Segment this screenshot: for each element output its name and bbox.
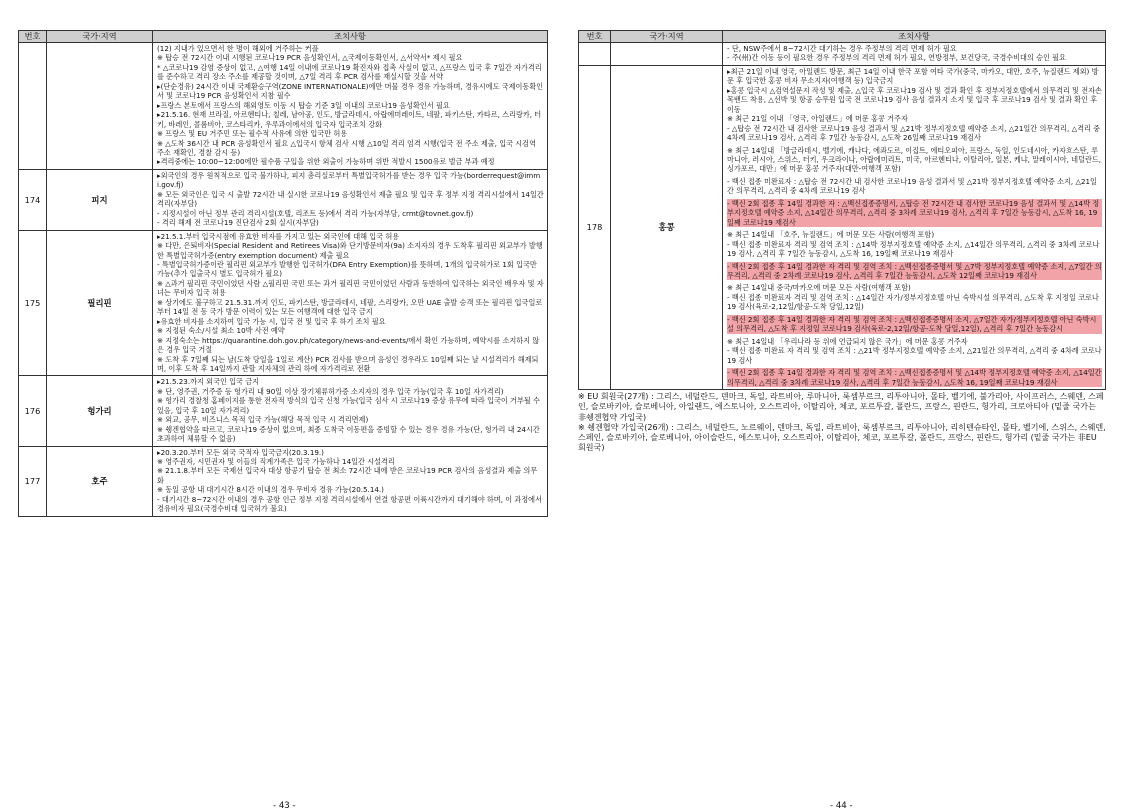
row-number: 174	[19, 169, 47, 230]
header-number: 번호	[579, 31, 611, 43]
measure-line: - 백신 접종 미완료자 : △탑승 전 72시간 내 검사한 코로나19 음성 결과서 및 △21박 정부지정호텔 예약증 소지, △21일간 의무격리, △격리 중 4차례 코로나19 검사	[727, 176, 1097, 196]
measure-line: - 백신 접종 미완료자 격리 및 검역 조치 : △14박 정부지정호텔 예약증 소지, △14일간 의무격리, △격리 중 3차례 코로나19 검사, △격리 후 7일간 능동감시, △도착 16, 19일째 코로나19 재검사	[727, 239, 1100, 259]
measure-line: ※ 영주권자, 시민권자 및 이들의 직계가족은 입국 가능하나 14일간 시설격리	[157, 457, 395, 467]
table-row	[19, 446, 548, 516]
measure-line: ※ 상기에도 불구하고 21.5.31.까지 인도, 파키스탄, 방글라데시, 네팔, 스리랑카, 오만 UAE 출발 승객 또는 필리핀 입국일로부터 14일 전 동 국가 방문 이력이 있는 모든 여행객에 대한 입국 금지	[157, 297, 543, 317]
measure-line: ※ 탑승 전 72시간 이내 시행된 코로나19 PCR 음성확인서, △국제이동확인서, △서약서* 제시 필요	[157, 53, 463, 63]
right-measures-table	[578, 30, 1106, 390]
measure-line: ※ 단, 영주권, 거주증 등 헝가리 내 90일 이상 장기체류허가증 소지자의 경우 입국 가능(입국 후 10일 자가격리)	[157, 386, 504, 396]
measure-line: - 격리 해제 전 코로나19 진단검사 2회 실시(자부담)	[157, 218, 319, 228]
row-measures	[723, 43, 1106, 66]
table-row	[579, 43, 1106, 66]
measure-line: ▸홍콩 입국시 △검역설문지 작성 및 제출, △입국 후 코로나19 검사 및 결과 확인 후 정부지정호텔에서 의무격리 및 전자손목밴드 착용, △선박 및 항공 승무원 입국 전 코로나19 검사 음성 결과지 소지 및 입국 후 코로나19 검사 및 결과 확인 후 이동	[727, 85, 1102, 114]
measure-line: - 지정시설이 아닌 정부 관리 격리시설(호텔, 리조트 등)에서 격리 가능(자부담, crmt@tovnet.gov.fj)	[157, 208, 474, 218]
measure-line: ※ 동일 공항 내 대기시간 8시간 이내의 경우 무비자 경유 가능(20.5.14.)	[157, 485, 384, 495]
header-number: 번호	[19, 31, 47, 43]
left-page	[18, 30, 548, 811]
header-country: 국가·지역	[47, 31, 153, 43]
highlighted-measure-line: - 백신 2회 접종 후 14일 경과한 자 : △백신접종증명서, △탑승 전 72시간 내 검사한 코로나19 음성 결과서 및 △14박 정부지정호텔 예약증 소지, △14일간 의무격리, △격리 중 3차례 코로나19 검사, △격리 후 7일간 능동감시, △도착 16, 19일째 코로나19 재검사	[727, 199, 1102, 227]
table-row	[19, 230, 548, 376]
measure-line: ※ 다만, 은퇴비자(Special Resident and Retirees Visa)와 단기방문비자(9a) 소지자의 경우 도착후 필리핀 외교부가 발행한 특별입국허가증(entry exemption document) 제출 필요	[157, 241, 543, 260]
right-page	[578, 30, 1106, 811]
measure-line: ※ 최근 21일 이내 「영국, 아일랜드」에 머문 홍콩 거주자	[727, 114, 908, 124]
page-number-left: - 43 -	[273, 801, 296, 811]
table-row	[19, 376, 548, 446]
measure-line: ▸프랑스 본토에서 프랑스의 해외영토 이동 시 탑승 기준 3일 이내의 코로나19 음성확인서 필요	[157, 100, 450, 110]
measure-line: ▸20.3.20.부터 모든 외국 국적자 입국금지(20.3.19.)	[157, 447, 324, 457]
measure-line: * △코로나19 감염 증상이 없고, △여행 14일 이내에 코로나19 확진자와 접촉 사실이 없고, △프랑스 입국 후 7일간 자가격리를 준수하고 격리 장소 주소를 제공할 것이며, △7일 격리 후 PCR 검사를 재실시할 것을 서약	[157, 62, 542, 82]
measure-line: ※ 지정된 숙소/시설 최소 10박 사전 예약	[157, 326, 285, 336]
row-country	[47, 43, 153, 170]
row-measures	[153, 230, 548, 376]
measure-line: ※ 프랑스 및 EU 거주민 또는 필수적 사유에 의한 입국만 허용	[157, 129, 348, 139]
row-number: 175	[19, 230, 47, 376]
row-measures	[153, 446, 548, 516]
measure-line: - 대기시간 8~72시간 이내의 경우 공항 인근 정부 지정 격리시설에서 연결 항공편 이륙시간까지 대기해야 하며, 이 과정에서 경유비자 필요(국경수비대 입국허가 불요)	[157, 494, 542, 514]
row-number: 178	[579, 65, 611, 389]
measure-line: ▸(단순경유) 24시간 이내 국제환승구역(ZONE INTERNATIONALE)에만 머물 경우 경유 가능하며, 경유시에도 국제이동확인서 및 코로나19 PCR 음성확인서 지참 필수	[157, 81, 544, 101]
measure-line: - 단, NSW주에서 8~72시간 대기하는 경우 주정부의 격리 면제 허가 필요	[727, 44, 957, 53]
measure-line: ※ △도착 36시간 내 PCR 음성확인서 필요 △입국시 항체 검사 시행 △10일 격리 엄격 시행(입국 전 주소 제출, 입국 시검역 주소 재확인, 경찰 감시 등)	[157, 138, 536, 157]
header-country: 국가·지역	[611, 31, 723, 43]
header-measures: 조치사항	[153, 31, 548, 43]
measure-line: ▸격리중에는 10:00~12:00에만 필수품 구입을 위한 외출이 가능하며 위반 적발시 1500유로 벌금 부과 예정	[157, 157, 495, 167]
measure-line: ※ 쉥겐협약을 따르고, 코로나19 증상이 없으며, 최종 도착국 이동편을 증빙할 수 있는 경우 경유 가능(단, 헝가리 내 24시간 초과하여 체류할 수 없음)	[157, 424, 540, 444]
row-measures	[153, 43, 548, 170]
row-measures	[153, 376, 548, 446]
measure-line: ※ 최근 14일내 「방글라데시, 벨기에, 캐나다, 에콰도르, 이집트, 에티오피아, 프랑스, 독일, 인도네시아, 카자흐스탄, 루마니아, 러시아, 스위스, 터키, 우크라이나, 아랍에미리트, 미국, 아르헨티나, 이탈리아, 일본, 케냐, 말레이시아, 네덜란드, 싱가포르, 대만」에 머문 홍콩 거주자(대만-여행객 포함)	[727, 145, 1102, 174]
row-country: 호주	[47, 446, 153, 516]
measure-line: ▸21.5.1.부터 입국시점에 유효한 비자를 가지고 있는 외국인에 대해 입국 허용	[157, 231, 400, 241]
row-number	[19, 43, 47, 170]
measure-line: - △탑승 전 72시간 내 검사한 코로나19 음성 결과서 및 △21박 정부지정호텔 예약증 소지, △21일간 의무격리, △격리 중 4차례 코로나19 검사, △격리 후 7일간 능동감시, △도착 26일째 코로나19 재검사	[727, 123, 1101, 143]
measure-line: ※ 최근 14일내 중국/마카오에 머문 모든 사람(여행객 포함)	[727, 283, 911, 293]
footnote: ※ 쉥겐협약 가입국(26개) : 그리스, 네덜란드, 노르웨이, 덴마크, 독일, 라트비아, 룩셈부르크, 리투아니아, 리히텐슈타인, 몰타, 벨기에, 스위스, 스웨덴, 스페인, 슬로바키아, 슬로베니아, 아이슬란드, 에스토니아, 오스트리아, 이탈리아, 체코, 포르투갈, 폴란드, 프랑스, 핀란드, 헝가리 (밑줄 국가는 非EU 회원국)	[578, 422, 1106, 453]
measure-line: ※ 지정숙소는 https://quarantine.doh.gov.ph/category/news-and-events/에서 확인 가능하며, 예약시를 소지하지 않은 경우 입국 거절	[157, 335, 540, 355]
measure-line: ▸유효한 비자를 소지하여 입국 가능 시, 입국 전 및 입국 후 하기 조치 필요	[157, 316, 386, 326]
row-country	[611, 43, 723, 66]
row-country: 피지	[47, 169, 153, 230]
measure-line: - 백신 접종 미완료자 격리 및 검역 조치 : △14일간 자가/정부지정호텔 아닌 숙박시설 의무격리, △도착 후 지정일 코로나19 검사(육로-2,12일/항공-도착 당일,12일)	[727, 292, 1099, 312]
measure-line: ※ 21.1.8.부터 모든 국제선 입국자 대상 항공기 탑승 전 최소 72시간 내에 받은 코로나19 PCR 검사의 음성결과 제출 의무화	[157, 466, 538, 485]
measure-line: - 주(州)간 이동 등이 필요한 경우 주정부의 격리 면제 허가 필요, 연방정부, 보건당국, 국경수비대의 승인 필요	[727, 53, 1066, 63]
measure-line: ※ 최근 14일내 「우리나라 등 위에 언급되지 않은 국가」에 머문 홍콩 거주자	[727, 336, 968, 346]
measure-line: ※ 외교, 공무, 비즈니스 목적 입국 가능(해당 목적 입국 시 격리면제)	[157, 415, 369, 425]
footnote: ※ EU 회원국(27개) : 그리스, 네덜란드, 덴마크, 독일, 라트비아, 루마니아, 룩셈부르크, 리투아니아, 몰타, 벨기에, 불가리아, 사이프러스, 스웨덴, 스페인, 슬로바키아, 슬로베니아, 아일랜드, 에스토니아, 오스트리아, 이탈리아, 체코, 포르투갈, 폴란드, 프랑스, 핀란드, 헝가리, 크로아티아 (밑줄 국가는 非쉥겐협약 가입국)	[578, 391, 1104, 422]
table-row	[579, 65, 1106, 389]
highlighted-measure-line: - 백신 2회 접종 후 14일 경과한 자 격리 및 검역 조치 : △백신접종증명서 및 △14박 정부지정호텔 예약증 소지, △14일간 의무격리, △격리 중 3차례 코로나19 검사, △격리 후 7일간 능동감시, △도착 16, 19일째 코로나19 재검사	[727, 368, 1102, 387]
row-country: 헝가리	[47, 376, 153, 446]
row-measures	[153, 169, 548, 230]
row-measures	[723, 65, 1106, 389]
table-row	[19, 43, 548, 170]
footnotes	[578, 392, 1106, 454]
row-number: 177	[19, 446, 47, 516]
measure-line: ▸외국인의 경우 원칙적으로 입국 불가하나, 피지 총리실로부터 특별입국허가를 받는 경우 입국 가능(borderrequest@immi.gov.fj)	[157, 170, 541, 190]
row-country: 필리핀	[47, 230, 153, 376]
measure-line: ※ 도착 후 7일째 되는 날(도착 당일을 1일로 계산) PCR 검사를 받으며 음성인 경우라도 10일째 되는 날 시설격리가 해제되며, 이후 도착 후 14일까지 관할 지자체의 관리 하에 자가격리로 전환	[157, 354, 539, 373]
highlighted-measure-line: - 백신 2회 접종 후 14일 경과한 자 격리 및 검역 조치 : △백신접종증명서 및 △7박 정부지정호텔 예약증 소지, △7일간 의무격리, △격리 중 2차례 코로나19 검사, △격리 후 7일간 능동감시, △도착 12일째 코로나19 재검사	[727, 261, 1102, 280]
header-measures: 조치사항	[723, 31, 1106, 43]
measure-line: ▸21.5.16. 현재 브라질, 아르헨티나, 칠레, 남아공, 인도, 방글라데시, 아랍에미레이트, 네팔, 파키스탄, 카타르, 스리랑카, 터키, 바레인, 콜롬비아, 코스타리카, 우루과이에서의 입국자 입국조치 강화	[157, 110, 542, 129]
row-country: 홍콩	[611, 65, 723, 389]
measure-line: - 백신 접종 미완료 자 격리 및 검역 조치 : △21박 정부지정호텔 예약증 소지, △21일간 의무격리, △격리 중 4차례 코로나19 검사	[727, 346, 1102, 365]
row-number: 176	[19, 376, 47, 446]
measure-line: ※ 모든 외국인은 입국 시 출발 72시간 내 실시한 코로나19 음성확인서 제출 필요 및 입국 후 정부 지정 격리시설에서 14일간 격리(자부담)	[157, 189, 544, 209]
measure-line: ※ 헝가리 경찰청 홈페이지를 통한 전자적 방식의 입국 신청 가능(입국 심사 시 코로나19 증상 유무에 따라 입국이 거부될 수 있음, 입국 후 10일 자가격리)	[157, 396, 540, 415]
row-number	[579, 43, 611, 66]
left-measures-table	[18, 30, 548, 517]
measure-line: (12) 지내가 있으면서 한 명이 해외에 거주하는 커플	[157, 44, 319, 53]
measure-line: ▸21.5.23.까지 외국인 입국 금지	[157, 377, 259, 387]
measure-line: ▸최근 21일 이내 영국, 아일랜드 방문, 최근 14일 이내 한국 포함 여타 국가(중국, 마카오, 대만, 호주, 뉴질랜드 제외) 방문 후 입국한 홍콩 비자 무소지자(여행객 등) 입국금지	[727, 66, 1099, 86]
page-number-right: - 44 -	[830, 801, 853, 811]
measure-line: ※ △과거 필리핀 국민이었던 사람 △필리핀 국민 또는 과거 필리핀 국민이었던 사람과 동반하여 입국하는 외국인 배우자 및 자녀는 무비자 입국 허용	[157, 278, 544, 298]
measure-line: ※ 최근 14일내 「호주, 뉴질랜드」에 머문 모든 사람(여행객 포함)	[727, 230, 935, 240]
table-row	[19, 169, 548, 230]
measure-line: - 특별입국허가증이란 필리핀 외교부가 발행한 입국허가(DFA Entry Exemption)를 뜻하며, 1개의 입국허가로 1회 입국만 가능(추가 입출국시 별도 입국허가 필요)	[157, 259, 537, 279]
highlighted-measure-line: - 백신 2회 접종 후 14일 경과한 자 격리 및 검역 조치 : △백신접종증명서 소지, △7일간 자가/정부지정호텔 아닌 숙박시설 의무격리, △도착 후 지정일 코로나19 검사(육로-2,12일/항공-도착 당일,12일), △격리 후 7일간 능동감시	[727, 315, 1102, 334]
